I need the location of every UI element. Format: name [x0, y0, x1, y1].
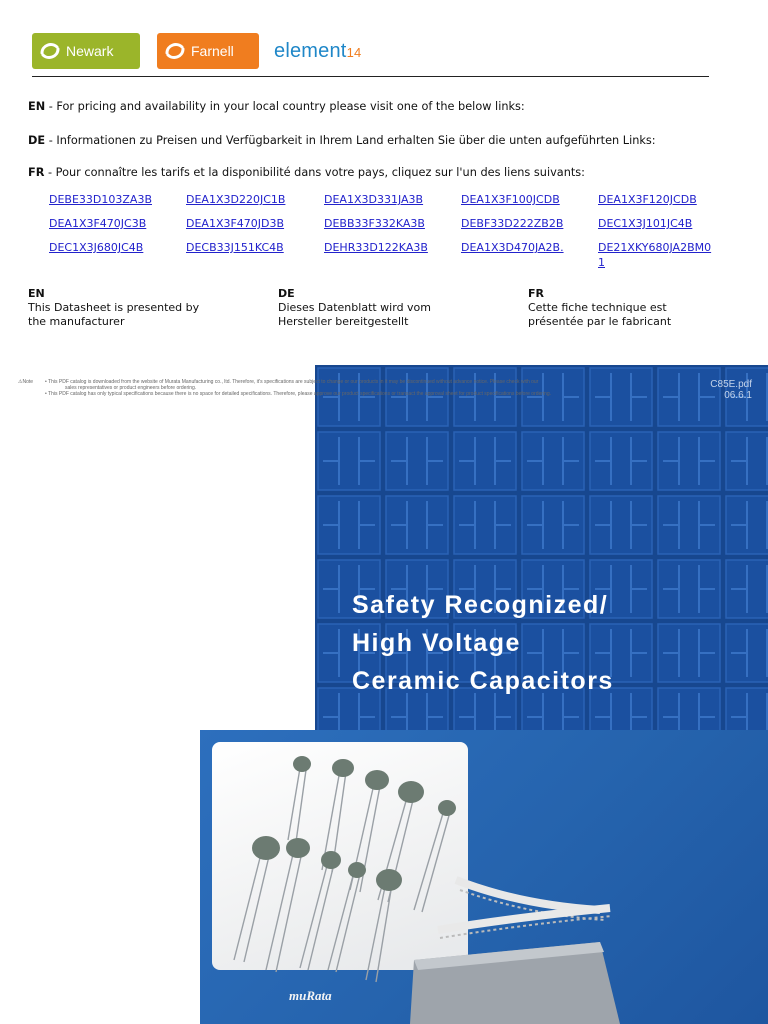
presented-en: [28, 287, 199, 329]
farnell-logo[interactable]: [157, 33, 259, 69]
note-line3: • This PDF catalog has only typical specifications because there is no space for detailed specifications. Therefore, please approve our product specifications or transact the approval sheet for product specifications before ordering.: [45, 391, 552, 397]
note-line1: • This PDF catalog is downloaded from the website of Murata Manufacturing co., ltd. Therefore, it's specifications are subject to change or our products in it may be discontinued without advance notice. Please check with our: [45, 379, 539, 385]
intro-en: [28, 100, 525, 113]
intro-de-tag: DE: [28, 134, 46, 147]
presented-fr: [528, 287, 671, 329]
part-link[interactable]: DEA1X3D220JC1B: [186, 193, 286, 206]
element14-number: 14: [346, 44, 362, 60]
newark-logo[interactable]: [32, 33, 140, 69]
intro-fr-tag: FR: [28, 166, 45, 179]
presented-en-line1: This Datasheet is presented by: [28, 301, 200, 314]
presented-fr-line2: présentée par le fabricant: [528, 315, 672, 328]
part-link[interactable]: DEC1X3J680JC4B: [49, 241, 144, 254]
presented-en-line2: the manufacturer: [28, 315, 125, 328]
cover-title-line2: High Voltage: [352, 629, 521, 657]
part-link[interactable]: DECB33J151KC4B: [186, 241, 284, 254]
intro-de-text: - Informationen zu Preisen und Verfügbarkeit in Ihrem Land erhalten Sie über die unten aufgeführten Links:: [45, 134, 656, 147]
murata-box-logo: muRata: [289, 988, 332, 1003]
note-label: Note: [22, 379, 34, 385]
part-link[interactable]: DEBF33D222ZB2B: [461, 217, 564, 230]
cover-title-line3: Ceramic Capacitors: [352, 667, 614, 695]
part-link[interactable]: DEA1X3D470JA2B.: [461, 241, 564, 254]
part-link[interactable]: DEA1X3F100JCDB: [461, 193, 560, 206]
cover-title: [352, 586, 614, 700]
intro-fr: [28, 166, 585, 179]
intro-de: [28, 134, 656, 147]
part-link[interactable]: 1: [598, 256, 605, 269]
cover-title-line1: Safety Recognized/: [352, 591, 609, 619]
intro-en-text: - For pricing and availability in your local country please visit one of the below links:: [45, 100, 525, 113]
presented-de-heading: DE: [278, 287, 295, 300]
presented-en-heading: EN: [28, 287, 45, 300]
product-photo: [200, 730, 768, 1024]
warning-icon: ⚠Note: [18, 379, 34, 385]
catalog-file: C85E.pdf: [710, 379, 752, 390]
presented-fr-heading: FR: [528, 287, 544, 300]
swirl-icon: [38, 39, 62, 63]
part-link[interactable]: DEA1X3F120JCDB: [598, 193, 697, 206]
part-link[interactable]: DEBE33D103ZA3B: [49, 193, 152, 206]
catalog-date: 06.6.1: [724, 390, 752, 401]
part-link[interactable]: DEHR33D122KA3B: [324, 241, 428, 254]
farnell-logo-text: Farnell: [191, 43, 234, 59]
part-link[interactable]: DE21XKY680JA2BM0: [598, 241, 712, 254]
note-line2: sales representatives or product engineers before ordering.: [65, 385, 197, 391]
logo-bar: [32, 33, 361, 69]
swirl-icon: [163, 39, 187, 63]
part-link[interactable]: DEA1X3D331JA3B: [324, 193, 424, 206]
presented-de-line1: Dieses Datenblatt wird vom: [278, 301, 432, 314]
part-link[interactable]: DEC1X3J101JC4B: [598, 217, 693, 230]
capacitors-illustration: [200, 730, 768, 1024]
intro-en-tag: EN: [28, 100, 46, 113]
newark-logo-text: Newark: [66, 43, 114, 59]
catalog-code: [710, 379, 752, 401]
presented-de: [278, 287, 431, 329]
presented-fr-line1: Cette fiche technique est: [528, 301, 667, 314]
element14-word: element: [274, 39, 347, 62]
header-divider: [32, 76, 709, 77]
element14-logo[interactable]: [274, 40, 361, 63]
part-link[interactable]: DEBB33F332KA3B: [324, 217, 425, 230]
part-link[interactable]: DEA1X3F470JC3B: [49, 217, 147, 230]
part-link[interactable]: DEA1X3F470JD3B: [186, 217, 285, 230]
intro-fr-text: - Pour connaître les tarifs et la disponibilité dans votre pays, cliquez sur l'un des liens suivants:: [44, 166, 585, 179]
presented-de-line2: Hersteller bereitgestellt: [278, 315, 409, 328]
